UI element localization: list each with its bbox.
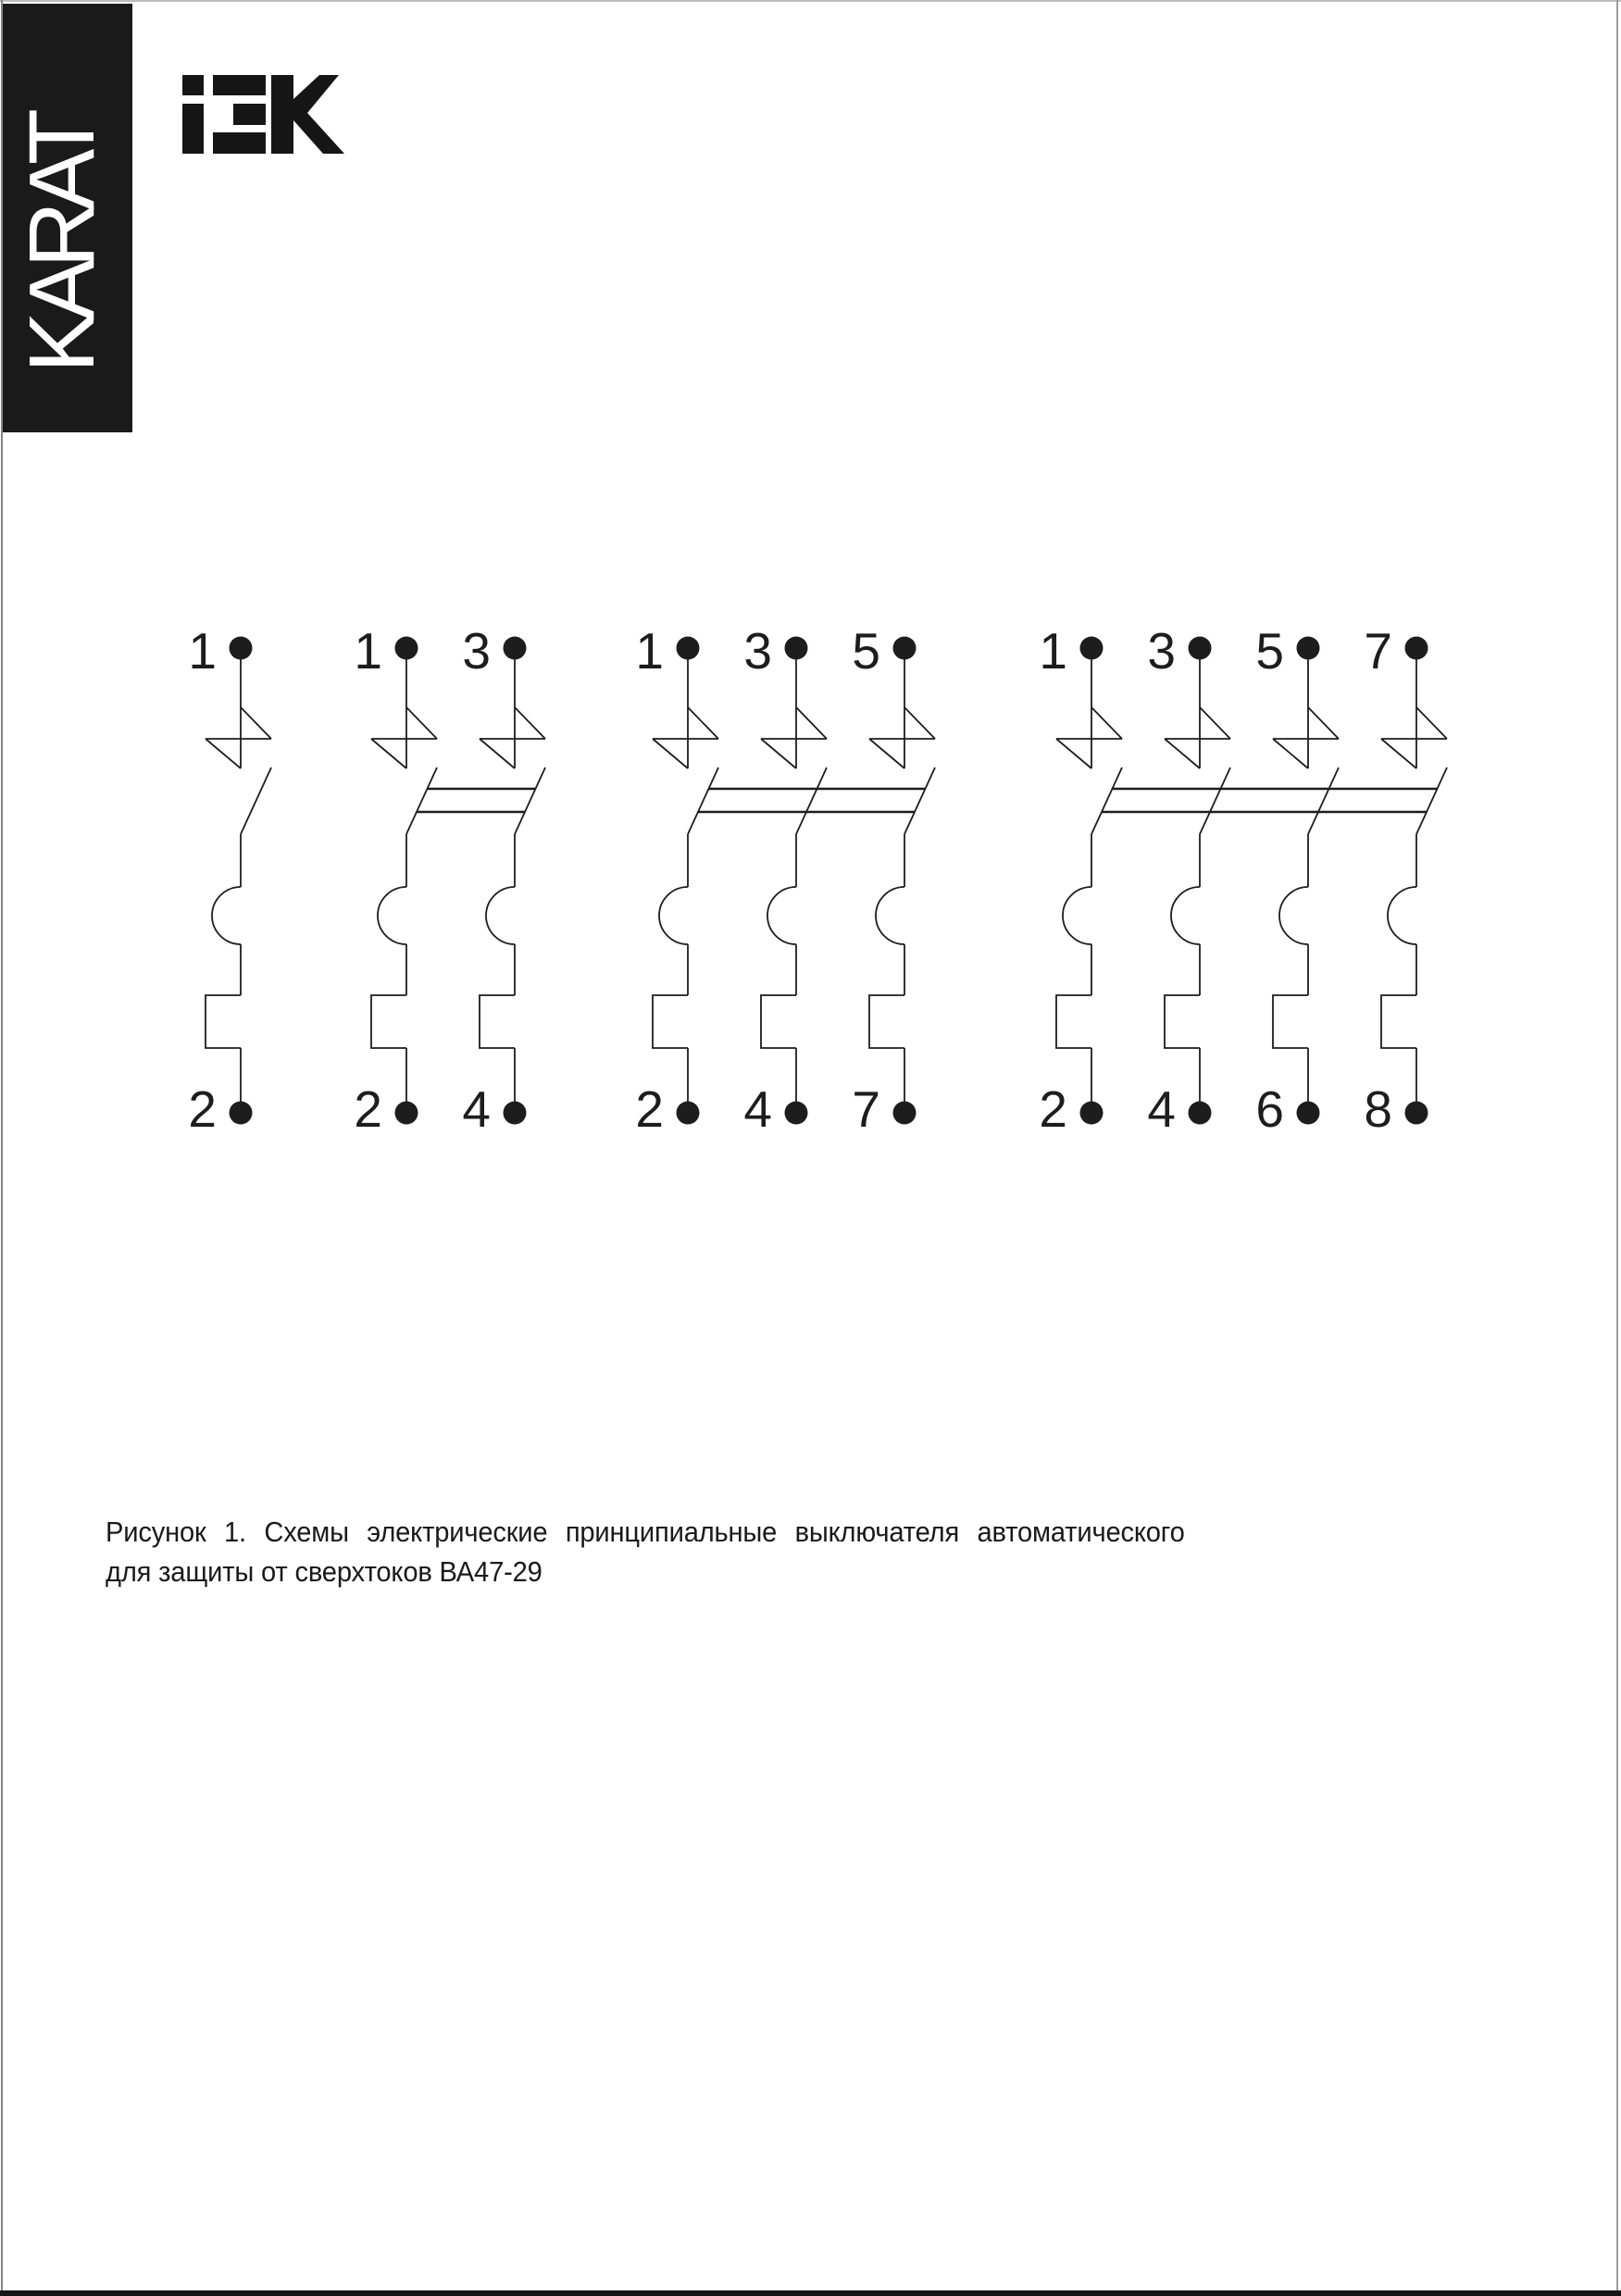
breaker-pole [743, 622, 827, 1138]
terminal-label-top: 1 [354, 622, 382, 680]
thermal-release-arc [1279, 887, 1308, 944]
schematic-group-1pole [188, 622, 271, 1138]
terminal-label-bottom: 6 [1255, 1080, 1284, 1138]
switch-blade [241, 767, 271, 834]
terminal-label-top: 1 [188, 622, 217, 680]
thermal-release-arc [659, 887, 688, 944]
terminal-label-bottom: 2 [635, 1080, 664, 1138]
breaker-pole [1147, 622, 1230, 1138]
switch-blade [1200, 767, 1230, 834]
notch-jog [1165, 995, 1200, 1048]
thermal-release-arc [1388, 887, 1416, 944]
breaker-pole [635, 622, 718, 1138]
terminal-dot-bottom [677, 1102, 700, 1125]
switch-blade [904, 767, 935, 834]
figure-caption-line-1: Рисунок 1. Схемы электрические принципиальные выключателя автоматического [106, 1516, 1185, 1548]
figure-caption-line-2: для защиты от сверхтоков ВА47-29 [106, 1555, 542, 1588]
terminal-label-top: 3 [1147, 622, 1176, 680]
notch-jog [206, 995, 241, 1048]
notch-jog [371, 995, 406, 1048]
switch-blade [1416, 767, 1447, 834]
thermal-release-arc [1063, 887, 1091, 944]
terminal-label-top: 5 [852, 622, 880, 680]
release-symbol [480, 707, 545, 768]
breaker-pole [852, 622, 935, 1138]
breaker-pole [1039, 622, 1122, 1138]
release-symbol [1273, 707, 1339, 768]
switch-blade [406, 767, 437, 834]
release-symbol [206, 707, 271, 768]
notch-jog [1273, 995, 1308, 1048]
brand-karat-label: KARAT [10, 118, 114, 373]
switch-blade [1308, 767, 1339, 834]
breaker-pole [1364, 622, 1447, 1138]
thermal-release-arc [212, 887, 241, 944]
thermal-release-arc [378, 887, 406, 944]
terminal-dot-bottom [1297, 1102, 1320, 1125]
switch-blade [515, 767, 545, 834]
terminal-dot-bottom [1189, 1102, 1212, 1125]
release-symbol [1056, 707, 1122, 768]
terminal-label-top: 3 [462, 622, 491, 680]
terminal-dot-bottom [395, 1102, 418, 1125]
terminal-label-bottom: 4 [1147, 1080, 1176, 1138]
switch-blade [1091, 767, 1122, 834]
switch-blade [796, 767, 827, 834]
figure-caption [106, 1512, 1185, 1591]
terminal-label-top: 3 [743, 622, 772, 680]
thermal-release-arc [767, 887, 796, 944]
terminal-dot-bottom [504, 1102, 527, 1125]
release-symbol [761, 707, 827, 768]
release-symbol [653, 707, 718, 768]
terminal-label-bottom: 2 [1039, 1080, 1067, 1138]
breaker-pole [188, 622, 271, 1138]
terminal-label-bottom: 7 [852, 1080, 880, 1138]
notch-jog [761, 995, 796, 1048]
terminal-label-bottom: 4 [743, 1080, 772, 1138]
release-symbol [869, 707, 935, 768]
breaker-pole [1255, 622, 1339, 1138]
thermal-release-arc [1171, 887, 1200, 944]
terminal-dot-bottom [785, 1102, 808, 1125]
terminal-label-bottom: 2 [188, 1080, 217, 1138]
release-symbol [371, 707, 437, 768]
release-symbol [1165, 707, 1230, 768]
schematic-group-3pole [635, 622, 935, 1138]
terminal-label-bottom: 8 [1364, 1080, 1392, 1138]
notch-jog [1056, 995, 1091, 1048]
notch-jog [653, 995, 688, 1048]
notch-jog [1381, 995, 1416, 1048]
breaker-pole [354, 622, 437, 1138]
terminal-dot-bottom [893, 1102, 916, 1125]
terminal-label-top: 1 [635, 622, 664, 680]
thermal-release-arc [876, 887, 904, 944]
terminal-dot-bottom [230, 1102, 253, 1125]
terminal-label-top: 1 [1039, 622, 1067, 680]
switch-blade [688, 767, 718, 834]
notch-jog [480, 995, 515, 1048]
notch-jog [869, 995, 904, 1048]
schematic-group-4pole [1039, 622, 1447, 1138]
terminal-dot-bottom [1405, 1102, 1428, 1125]
terminal-label-bottom: 4 [462, 1080, 491, 1138]
terminal-label-bottom: 2 [354, 1080, 382, 1138]
terminal-label-top: 7 [1364, 622, 1392, 680]
schematic-group-2pole [354, 622, 545, 1138]
release-symbol [1381, 707, 1447, 768]
thermal-release-arc [486, 887, 515, 944]
breaker-pole [462, 622, 545, 1138]
terminal-dot-bottom [1080, 1102, 1104, 1125]
terminal-label-top: 5 [1255, 622, 1284, 680]
